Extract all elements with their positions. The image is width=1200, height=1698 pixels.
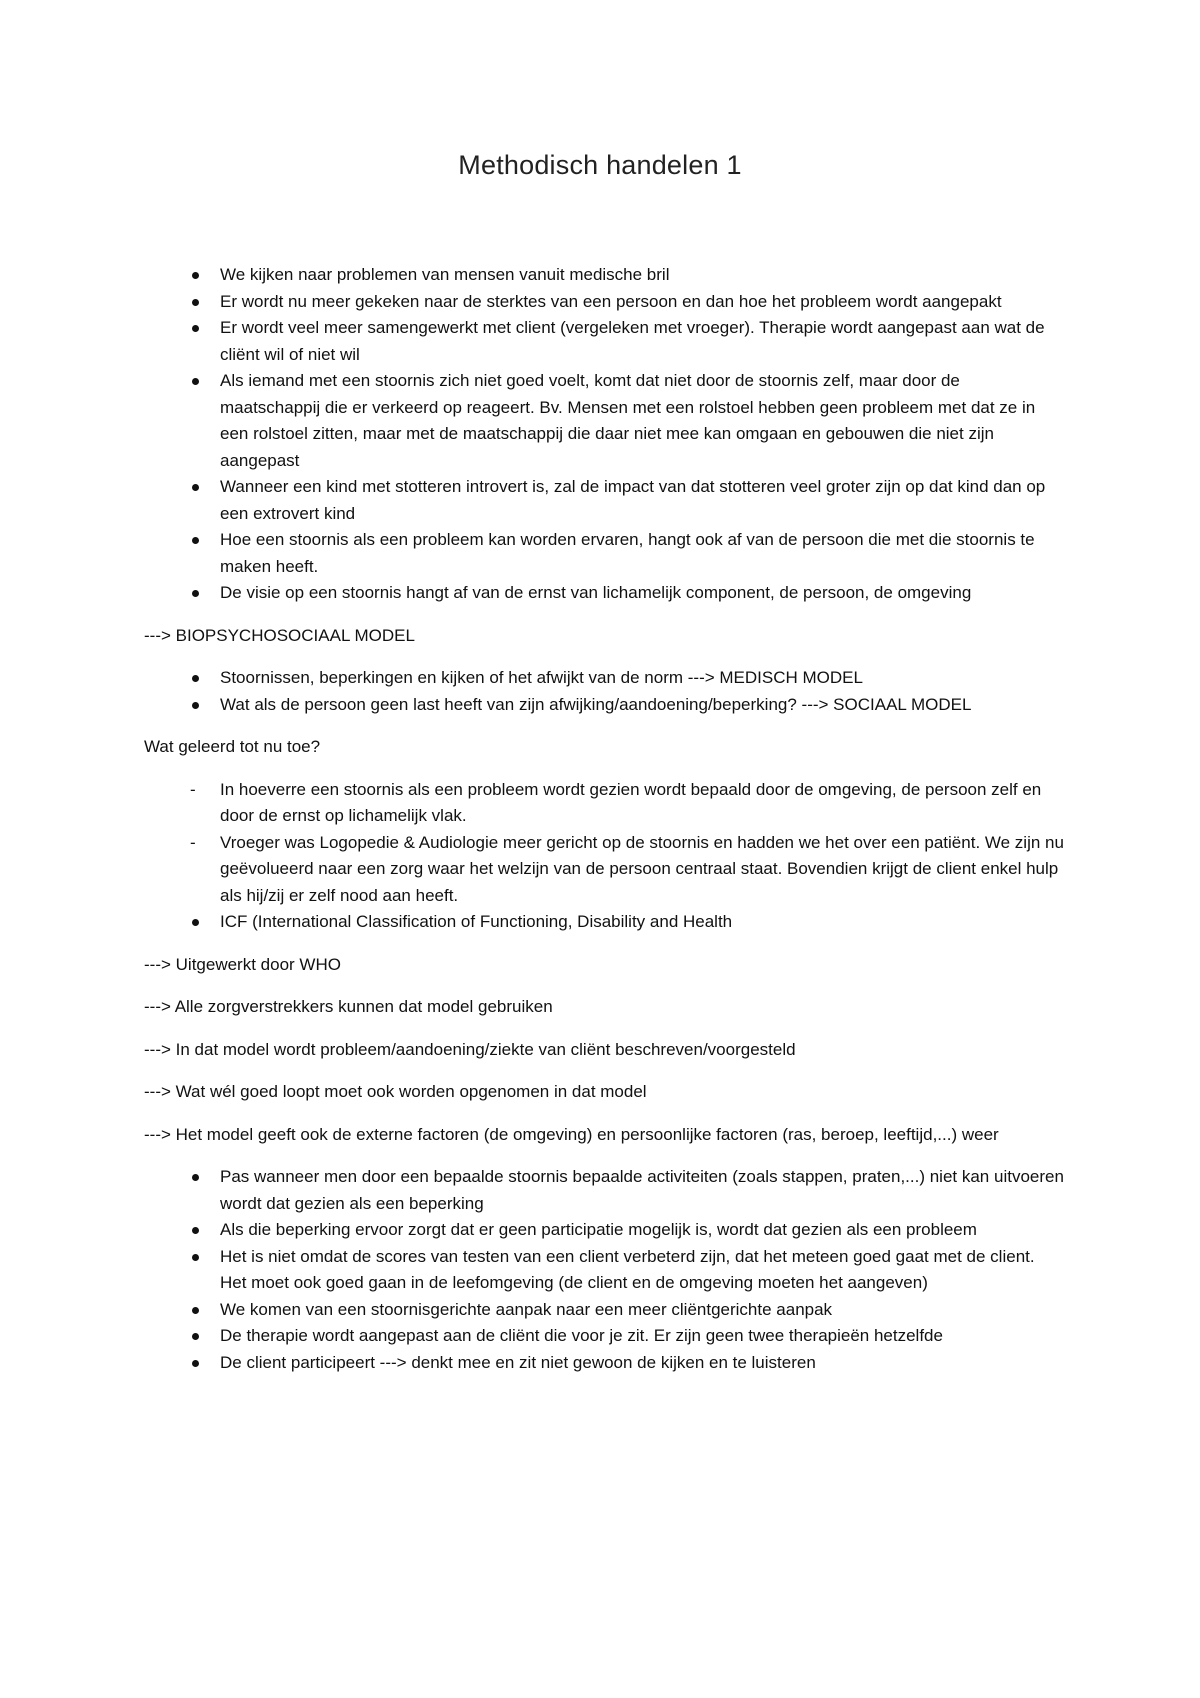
paragraph-arrow: ---> Uitgewerkt door WHO (144, 954, 341, 974)
bullet-list-models (144, 665, 1064, 718)
spacer (144, 1106, 1064, 1122)
paragraph-arrow: ---> In dat model wordt probleem/aandoening/ziekte van cliënt beschreven/voorgesteld (144, 1039, 796, 1059)
document-body (144, 262, 1064, 1376)
spacer (144, 936, 1064, 952)
list-item (144, 1164, 1064, 1217)
list-item (144, 527, 1064, 580)
list-item (144, 692, 1064, 719)
bullet-list-intro (144, 262, 1064, 607)
paragraph-geleerd: Wat geleerd tot nu toe? (144, 737, 321, 756)
paragraph-arrow: ---> Het model geeft ook de externe factoren (de omgeving) en persoonlijke factoren (ras, beroep, leeftijd,...) weer (144, 1124, 999, 1144)
spacer (144, 1021, 1064, 1037)
list-item (144, 289, 1064, 316)
list-item (144, 315, 1064, 368)
paragraph-biopsychosociaal: ---> BIOPSYCHOSOCIAAL MODEL (144, 625, 415, 645)
list-item-text: De client participeert ---> denkt mee en zit niet gewoon de kijken en te luisteren (220, 1352, 816, 1372)
spacer (144, 761, 1064, 777)
list-geleerd (144, 777, 1064, 936)
spacer (144, 978, 1064, 994)
list-item (144, 830, 1064, 910)
list-item (144, 777, 1064, 830)
bullet-list-icf (144, 1164, 1064, 1376)
spacer (144, 1148, 1064, 1164)
list-item-text: De visie op een stoornis hangt af van de ernst van lichamelijk component, de persoon, de omgeving (220, 583, 972, 602)
list-item-text: Als die beperking ervoor zorgt dat er geen participatie mogelijk is, wordt dat gezien als een probleem (220, 1220, 977, 1239)
list-item-text: Stoornissen, beperkingen en kijken of het afwijkt van de norm ---> MEDISCH MODEL (220, 668, 863, 687)
spacer (144, 1063, 1064, 1079)
list-item (144, 1323, 1064, 1350)
document-title: Methodisch handelen 1 (458, 150, 742, 180)
list-item-text: Hoe een stoornis als een probleem kan worden ervaren, hangt ook af van de persoon die met die stoornis te maken heeft. (220, 530, 1035, 576)
spacer (144, 649, 1064, 665)
list-item (144, 1244, 1064, 1297)
list-item (144, 580, 1064, 607)
paragraph-arrow: ---> Alle zorgverstrekkers kunnen dat model gebruiken (144, 997, 553, 1016)
list-item-text: Wat als de persoon geen last heeft van zijn afwijking/aandoening/beperking? ---> SOCIAAL MODEL (220, 694, 972, 714)
list-item-text: Het is niet omdat de scores van testen van een client verbeterd zijn, dat het meteen goed gaat met de client. Het moet ook goed gaan in de leefomgeving (de client en de omgeving moeten het aangeven) (220, 1246, 1035, 1292)
list-item-text: Vroeger was Logopedie & Audiologie meer gericht op de stoornis en hadden we het over een patiënt. We zijn nu geëvolueerd naar een zorg waar het welzijn van de persoon centraal staat. Bovendien krijgt de client enkel hulp als hij/zij er zelf nood aan heeft. (220, 832, 1064, 905)
list-item (144, 1217, 1064, 1244)
list-item (144, 474, 1064, 527)
list-item-text: We kijken naar problemen van mensen vanuit medische bril (220, 265, 670, 284)
list-item (144, 665, 1064, 692)
list-item-text: In hoeverre een stoornis als een probleem wordt gezien wordt bepaald door de omgeving, de persoon zelf en door de ernst op lichamelijk vlak. (220, 779, 1042, 825)
list-item (144, 262, 1064, 289)
list-item-text: De therapie wordt aangepast aan de cliënt die voor je zit. Er zijn geen twee therapieën hetzelfde (220, 1326, 943, 1345)
list-item (144, 909, 1064, 936)
spacer (144, 718, 1064, 734)
paragraph-arrow: ---> Wat wél goed loopt moet ook worden opgenomen in dat model (144, 1082, 647, 1101)
spacer (144, 607, 1064, 623)
list-item (144, 1297, 1064, 1324)
list-item-text: Er wordt nu meer gekeken naar de sterktes van een persoon en dan hoe het probleem wordt aangepakt (220, 291, 1002, 311)
list-item-text: We komen van een stoornisgerichte aanpak naar een meer cliëntgerichte aanpak (220, 1299, 833, 1319)
list-item-text: ICF (International Classification of Functioning, Disability and Health (220, 912, 733, 931)
list-item (144, 368, 1064, 474)
list-item (144, 1350, 1064, 1377)
list-item-text: Er wordt veel meer samengewerkt met client (vergeleken met vroeger). Therapie wordt aangepast aan wat de cliënt wil of niet wil (220, 318, 1045, 364)
list-item-text: Als iemand met een stoornis zich niet goed voelt, komt dat niet door de stoornis zelf, maar door de maatschappij die er verkeerd op reageert. Bv. Mensen met een rolstoel hebben geen probleem met dat ze in een rolstoel zitten, maar met de maatschappij die daar niet mee kan omgaan en gebouwen die niet zijn aangepast (220, 371, 1036, 470)
list-item-text: Wanneer een kind met stotteren introvert is, zal de impact van dat stotteren veel groter zijn op dat kind dan op een extrovert kind (220, 477, 1046, 523)
list-item-text: Pas wanneer men door een bepaalde stoornis bepaalde activiteiten (zoals stappen, praten,...) niet kan uitvoeren wordt dat gezien als een beperking (220, 1167, 1064, 1213)
